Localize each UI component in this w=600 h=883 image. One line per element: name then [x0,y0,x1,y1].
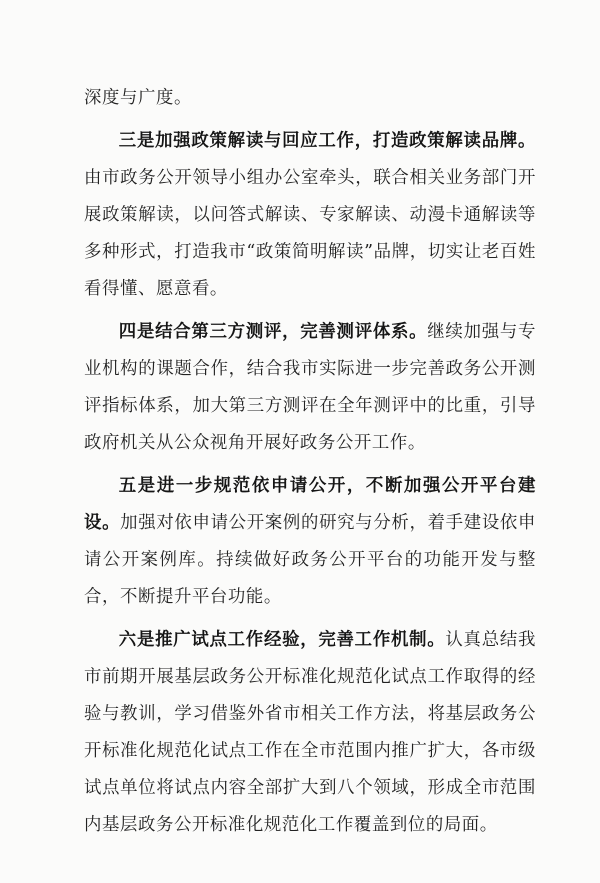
paragraph-lead: 五是进一步规范依申请公开，不断加强公开平台建设。 [84,476,536,533]
paragraph-policy-interpretation [84,123,536,308]
paragraph-third-party-evaluation [84,314,536,462]
paragraph-continuation [84,80,536,117]
paragraph-lead: 六是推广试点工作经验，完善工作机制。 [118,630,446,650]
paragraph-body: 继续加强与专业机构的课题合作，结合我市实际进一步完善政务公开测评指标体系，加大第三方测评在全年测评中的比重，引导政府机关从公众视角开展好政务公开工作。 [84,322,536,453]
paragraph-pilot-experience [84,622,536,844]
paragraph-application-disclosure [84,468,536,616]
paragraph-body: 深度与广度。 [84,88,192,108]
paragraph-lead: 三是加强政策解读与回应工作，打造政策解读品牌。 [118,131,536,151]
paragraph-body: 由市政务公开领导小组办公室牵头，联合相关业务部门开展政策解读，以问答式解读、专家解读、动漫卡通解读等多种形式，打造我市“政策简明解读”品牌，切实让老百姓看得懂、愿意看。 [84,168,536,299]
document-body [84,80,536,844]
paragraph-body: 加强对依申请公开案例的研究与分析，着手建设依申请公开案例库。持续做好政务公开平台的功能开发与整合，不断提升平台功能。 [84,513,536,607]
paragraph-lead: 四是结合第三方测评，完善测评体系。 [118,322,428,342]
paragraph-body: 认真总结我市前期开展基层政务公开标准化规范化试点工作取得的经验与教训，学习借鉴外省市相关工作方法，将基层政务公开标准化规范化试点工作在全市范围内推广扩大，各市级试点单位将试点内容全部扩大到八个领域，形成全市范围内基层政务公开标准化规范化工作覆盖到位的局面。 [84,630,536,835]
